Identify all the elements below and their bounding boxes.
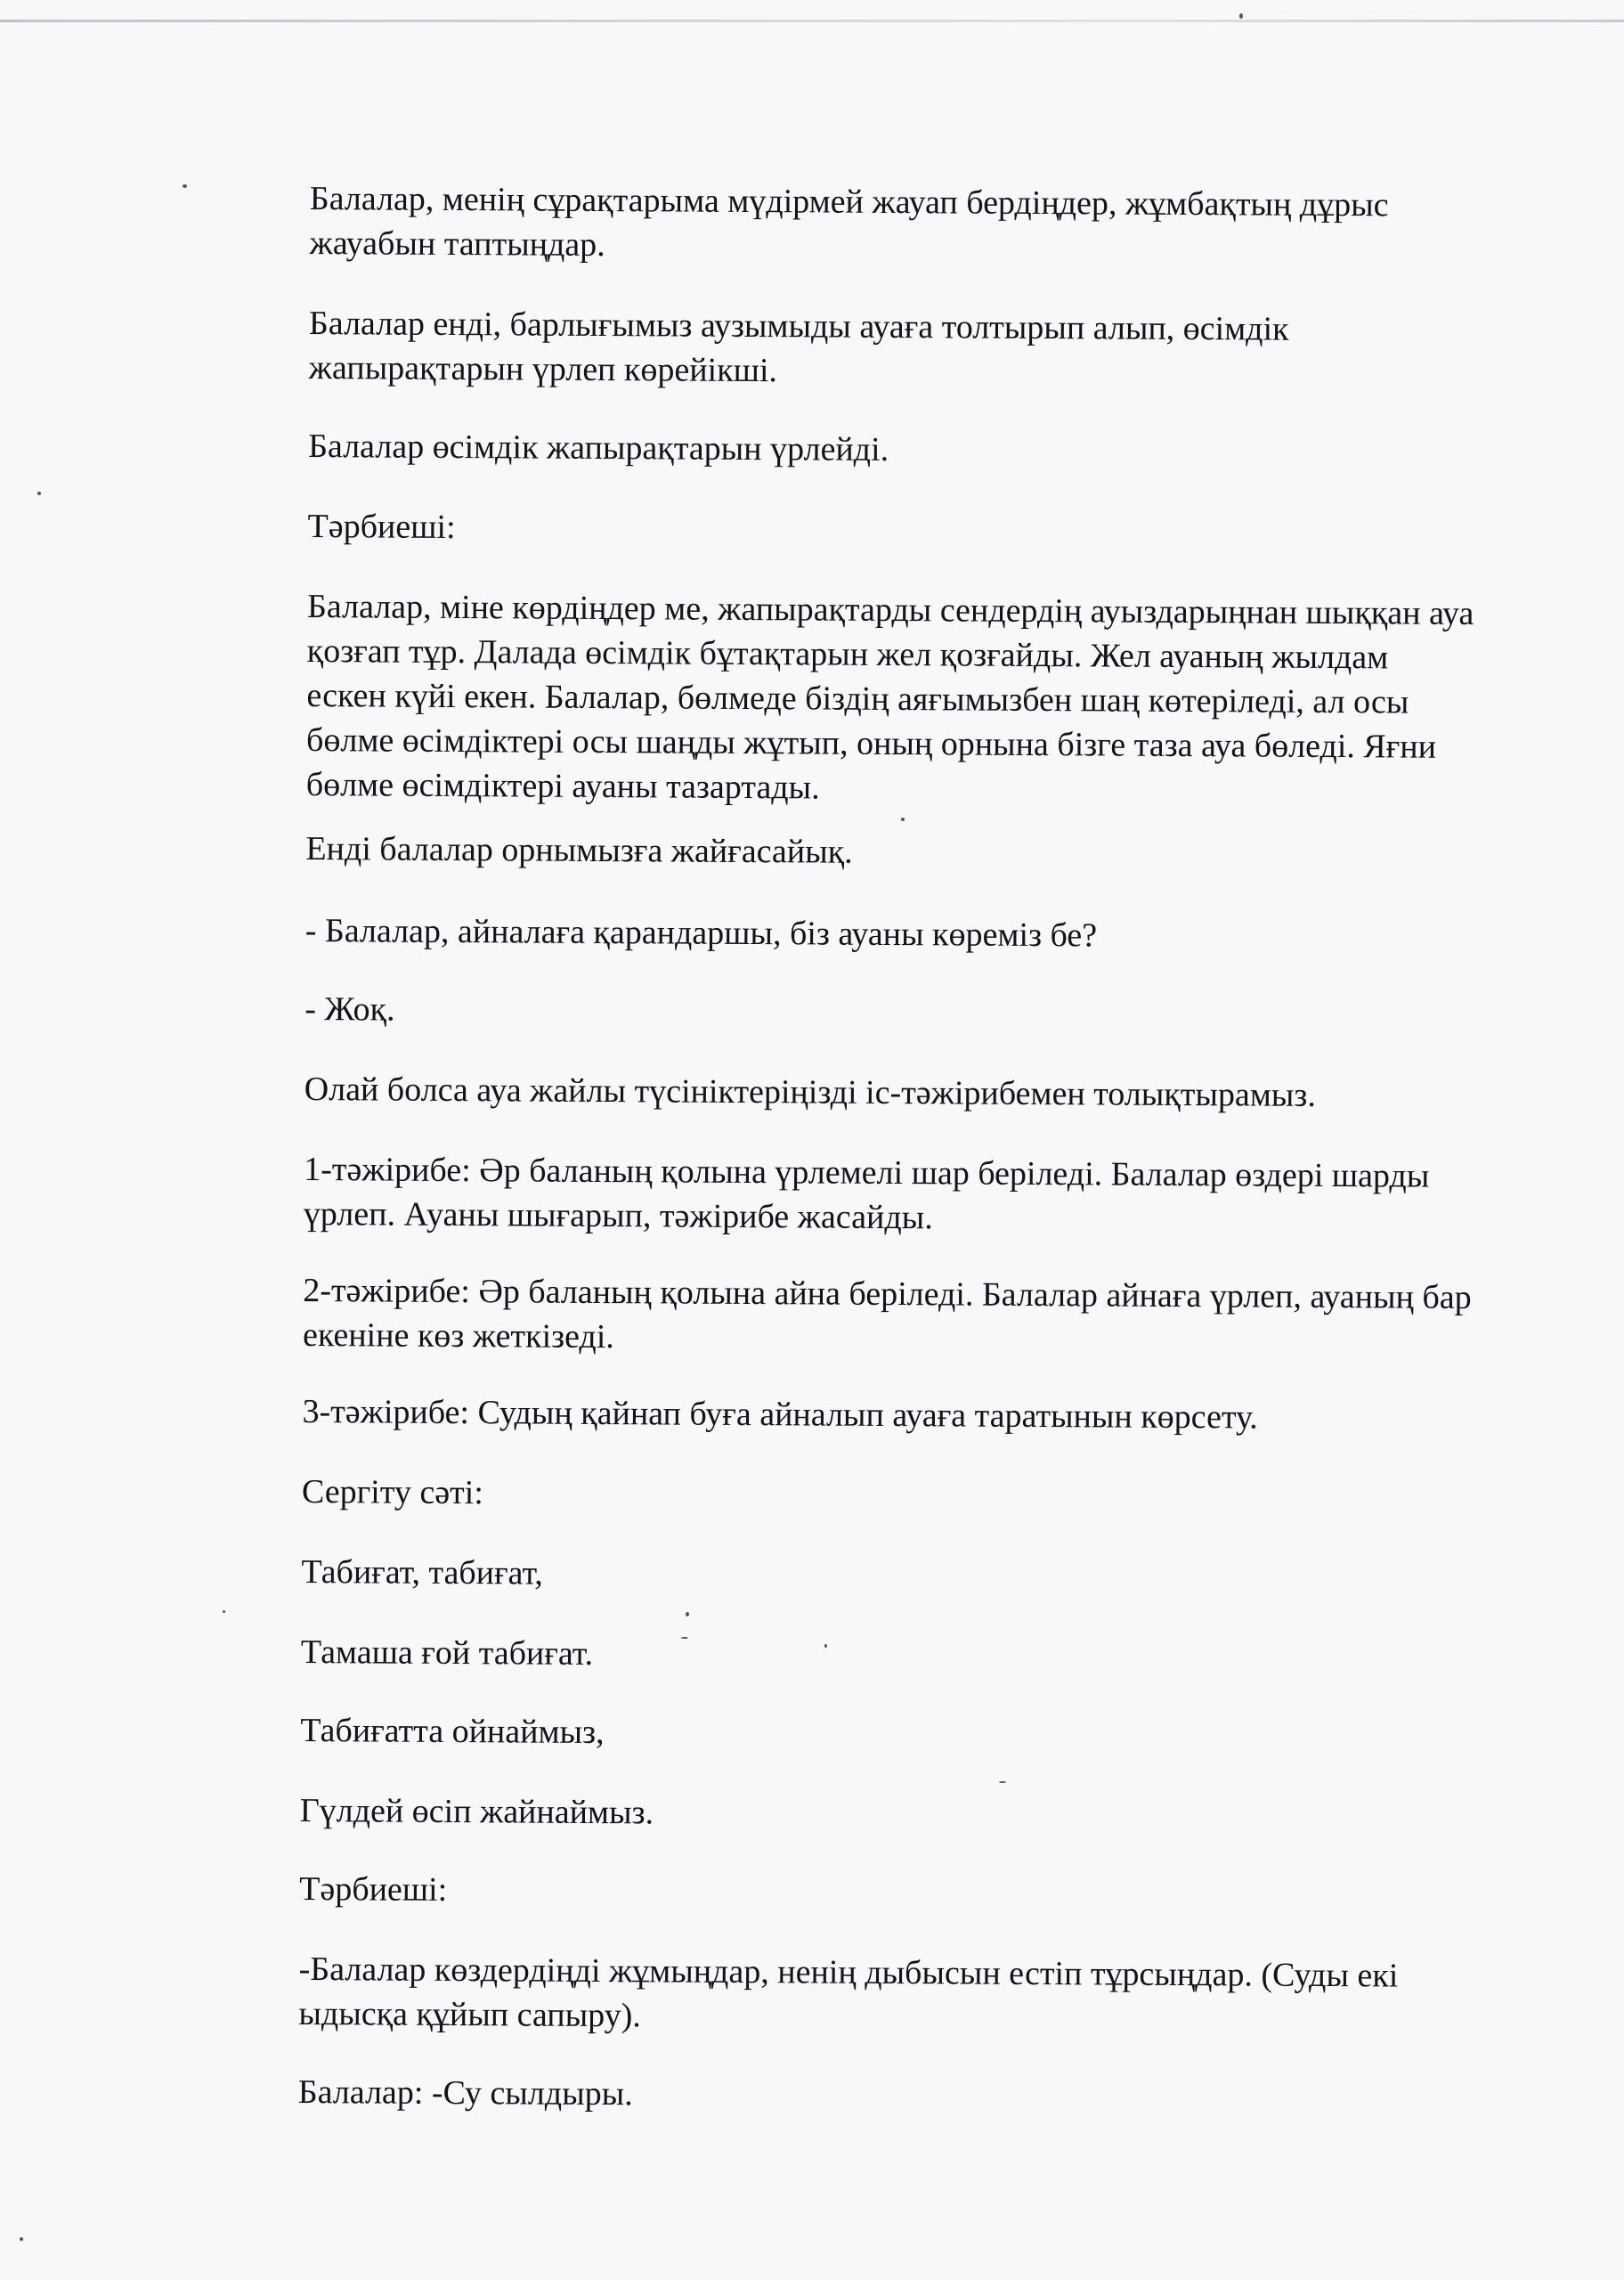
paragraph-children-reply: Балалар: -Су сылдыры.: [297, 2072, 633, 2113]
experiment-2: 2-тәжірибе: Әр баланың қолына айна беріледі. Балалар айнаға үрлеп, ауаның бар екеніне көз жеткізеді.: [302, 1271, 1472, 1356]
scan-speck: [999, 1781, 1006, 1783]
scan-speck: [20, 2237, 23, 2241]
scan-speck: [183, 184, 187, 188]
poem-line-2: Тамаша ғой табиғат.: [300, 1633, 594, 1673]
paragraph-children-blow: Балалар өсімдік жапырақтарын үрлейді.: [308, 427, 889, 468]
break-heading: Сергіту сәті:: [301, 1472, 483, 1512]
paragraph-sit-down: Енді балалар орнымызға жайғасайық.: [305, 829, 853, 871]
scan-speck: [1239, 13, 1243, 19]
scan-speck: [686, 1612, 689, 1616]
speaker-teacher-2: Тәрбиеші:: [299, 1869, 448, 1909]
dialogue-answer: - Жоқ.: [304, 989, 395, 1029]
scan-speck: [901, 818, 905, 821]
paragraph-wind-explanation: Балалар, міне көрдіңдер ме, жапырақтарды сендердің ауыздарыңнан шыққан ауа қозғап тұр. Далада өсімдік бұтақтарын жел қозғайды. Жел ауаның жылдам ескен күйі екен. Балалар, бөлмеде біздің аяғымызбен шаң көтеріледі, ал осы бөлме өсімдіктері осы шаңды жұтып, оның орнына бізге таза ауа бөледі. Яғни бөлме өсімдіктері ауаны тазартады.: [305, 587, 1474, 807]
scan-speck: [37, 492, 41, 495]
scan-speck: [824, 1644, 827, 1648]
paragraph-experiments-intro: Олай болса ауа жайлы түсініктеріңізді іс-тәжірибемен толықтырамыз.: [304, 1070, 1317, 1114]
dialogue-question: - Балалар, айналаға қарандаршы, біз ауаны көреміз бе?: [304, 911, 1098, 955]
speaker-teacher: Тәрбиеші:: [307, 507, 456, 547]
experiment-1: 1-тәжірибе: Әр баланың қолына үрлемелі шар беріледі. Балалар өздері шарды үрлеп. Ауаны шығарып, тәжірибе жасайды.: [303, 1150, 1430, 1237]
paragraph-blow-leaves: Балалар енді, барлығымыз аузымыды ауаға толтырып алып, өсімдік жапырақтарын үрлеп көрейікші.: [308, 304, 1289, 390]
poem-line-4: Гүлдей өсіп жайнаймыз.: [299, 1791, 654, 1832]
paragraph-answers-praise: Балалар, менің сұрақтарыма мүдірмей жауап бердіңдер, жұмбақтың дұрыс жауабын таптыңдар.: [309, 179, 1389, 265]
document-page: [297, 176, 1592, 2113]
scan-edge-line: [0, 20, 1624, 22]
scan-speck: [681, 1637, 688, 1639]
poem-line-3: Табиғатта ойнаймыз,: [300, 1711, 605, 1752]
experiment-3: 3-тәжірибе: Судың қайнап буға айналып ауаға таратынын көрсету.: [302, 1392, 1258, 1437]
scan-speck: [223, 1610, 225, 1613]
paragraph-listen-water: -Балалар көздердіңді жұмыңдар, ненің дыбысын естіп тұрсыңдар. (Суды екі ыдысқа құйып сапыру).: [298, 1950, 1399, 2035]
poem-line-1: Табиғат, табиғат,: [301, 1552, 543, 1592]
